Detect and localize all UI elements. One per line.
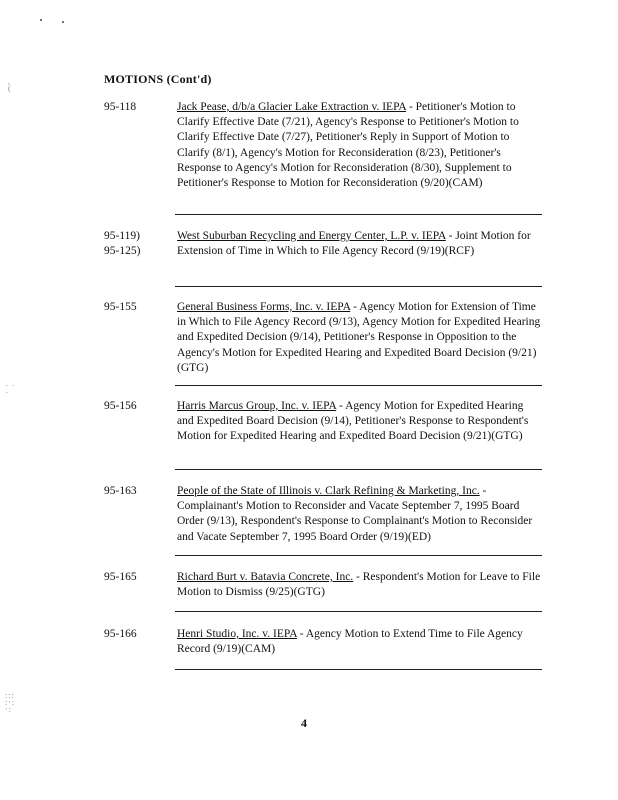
entry-divider (175, 286, 542, 287)
entry-divider (175, 669, 542, 670)
scan-speck (40, 19, 42, 21)
motion-text: - Agency Motion for Expedited Hearing and Expedited Board Decision (9/14), Petitioner's Response to Respondent's Motion for Expedited Hearing and Expedited Board Decision (9/21)(GTG) (177, 400, 529, 443)
case-title: Henri Studio, Inc. v. IEPA (177, 628, 297, 640)
entry-divider (175, 611, 542, 612)
motion-text: - Complainant's Motion to Reconsider and Vacate September 7, 1995 Board Order (9/13), Respondent's Response to Complainant's Motion to Reconsider and Vacate September 7, 1995 Board Order (9/19)(ED) (177, 485, 533, 543)
entry-description (177, 399, 542, 445)
scan-speck (62, 21, 64, 23)
section-heading: MOTIONS (Cont'd) (104, 72, 212, 86)
motion-text: - Agency Motion for Extension of Time in Which to File Agency Record (9/13), Agency Motion for Expedited Hearing and Expedited Decision (9/14), Petitioner's Response in Opposition to the Agency's Motion for Expedited Hearing and Expedited Board Decision (9/21)(GTG) (177, 301, 541, 374)
docket-number: 95-163 (104, 485, 137, 497)
docket-number: 95-119) 95-125) (104, 230, 141, 258)
case-title: Jack Pease, d/b/a Glacier Lake Extraction v. IEPA (177, 101, 407, 113)
scan-artifact: ::: :·: ·: (5, 691, 16, 714)
entry-divider (175, 469, 542, 470)
case-title: People of the State of Illinois v. Clark Refining & Marketing, Inc. (177, 485, 480, 497)
docket-number: 95-166 (104, 628, 137, 640)
motion-text: - Respondent's Motion for Leave to File Motion to Dismiss (9/25)(GTG) (177, 571, 541, 599)
docket-number: 95-118 (104, 101, 137, 113)
entry-description (177, 100, 542, 191)
docket-number: 95-165 (104, 571, 137, 583)
case-title: Harris Marcus Group, Inc. v. IEPA (177, 400, 337, 412)
docket-number: 95-156 (104, 400, 137, 412)
entry-description (177, 570, 542, 600)
entry-divider (175, 214, 542, 215)
motion-text: - Joint Motion for Extension of Time in Which to File Agency Record (9/19)(RCF) (177, 230, 531, 258)
entry-description (177, 627, 542, 657)
docket-number: 95-155 (104, 301, 137, 313)
scan-artifact: , ( (8, 77, 12, 93)
entry-divider (175, 385, 542, 386)
motion-text: - Agency Motion to Extend Time to File Agency Record (9/19)(CAM) (177, 628, 523, 656)
entry-description (177, 484, 542, 545)
case-title: West Suburban Recycling and Energy Center, L.P. v. IEPA (177, 230, 446, 242)
case-title: Richard Burt v. Batavia Concrete, Inc. (177, 571, 354, 583)
page-number: 4 (301, 716, 307, 730)
entry-description (177, 300, 542, 376)
entry-description (177, 229, 542, 259)
entry-divider (175, 555, 542, 556)
scan-artifact: . . . (6, 379, 15, 395)
case-title: General Business Forms, Inc. v. IEPA (177, 301, 351, 313)
motion-text: - Petitioner's Motion to Clarify Effective Date (7/21), Agency's Response to Petitioner's Motion to Clarify Effective Date (7/27), Petitioner's Reply in Support of Motion to Clarify (8/1), Agency's Motion for Reconsideration (8/23), Petitioner's Response to Agency's Motion for Reconsideration (8/30), Supplement to Petitioner's Response to Motion for Reconsideration (9/20)(CAM) (177, 101, 519, 190)
